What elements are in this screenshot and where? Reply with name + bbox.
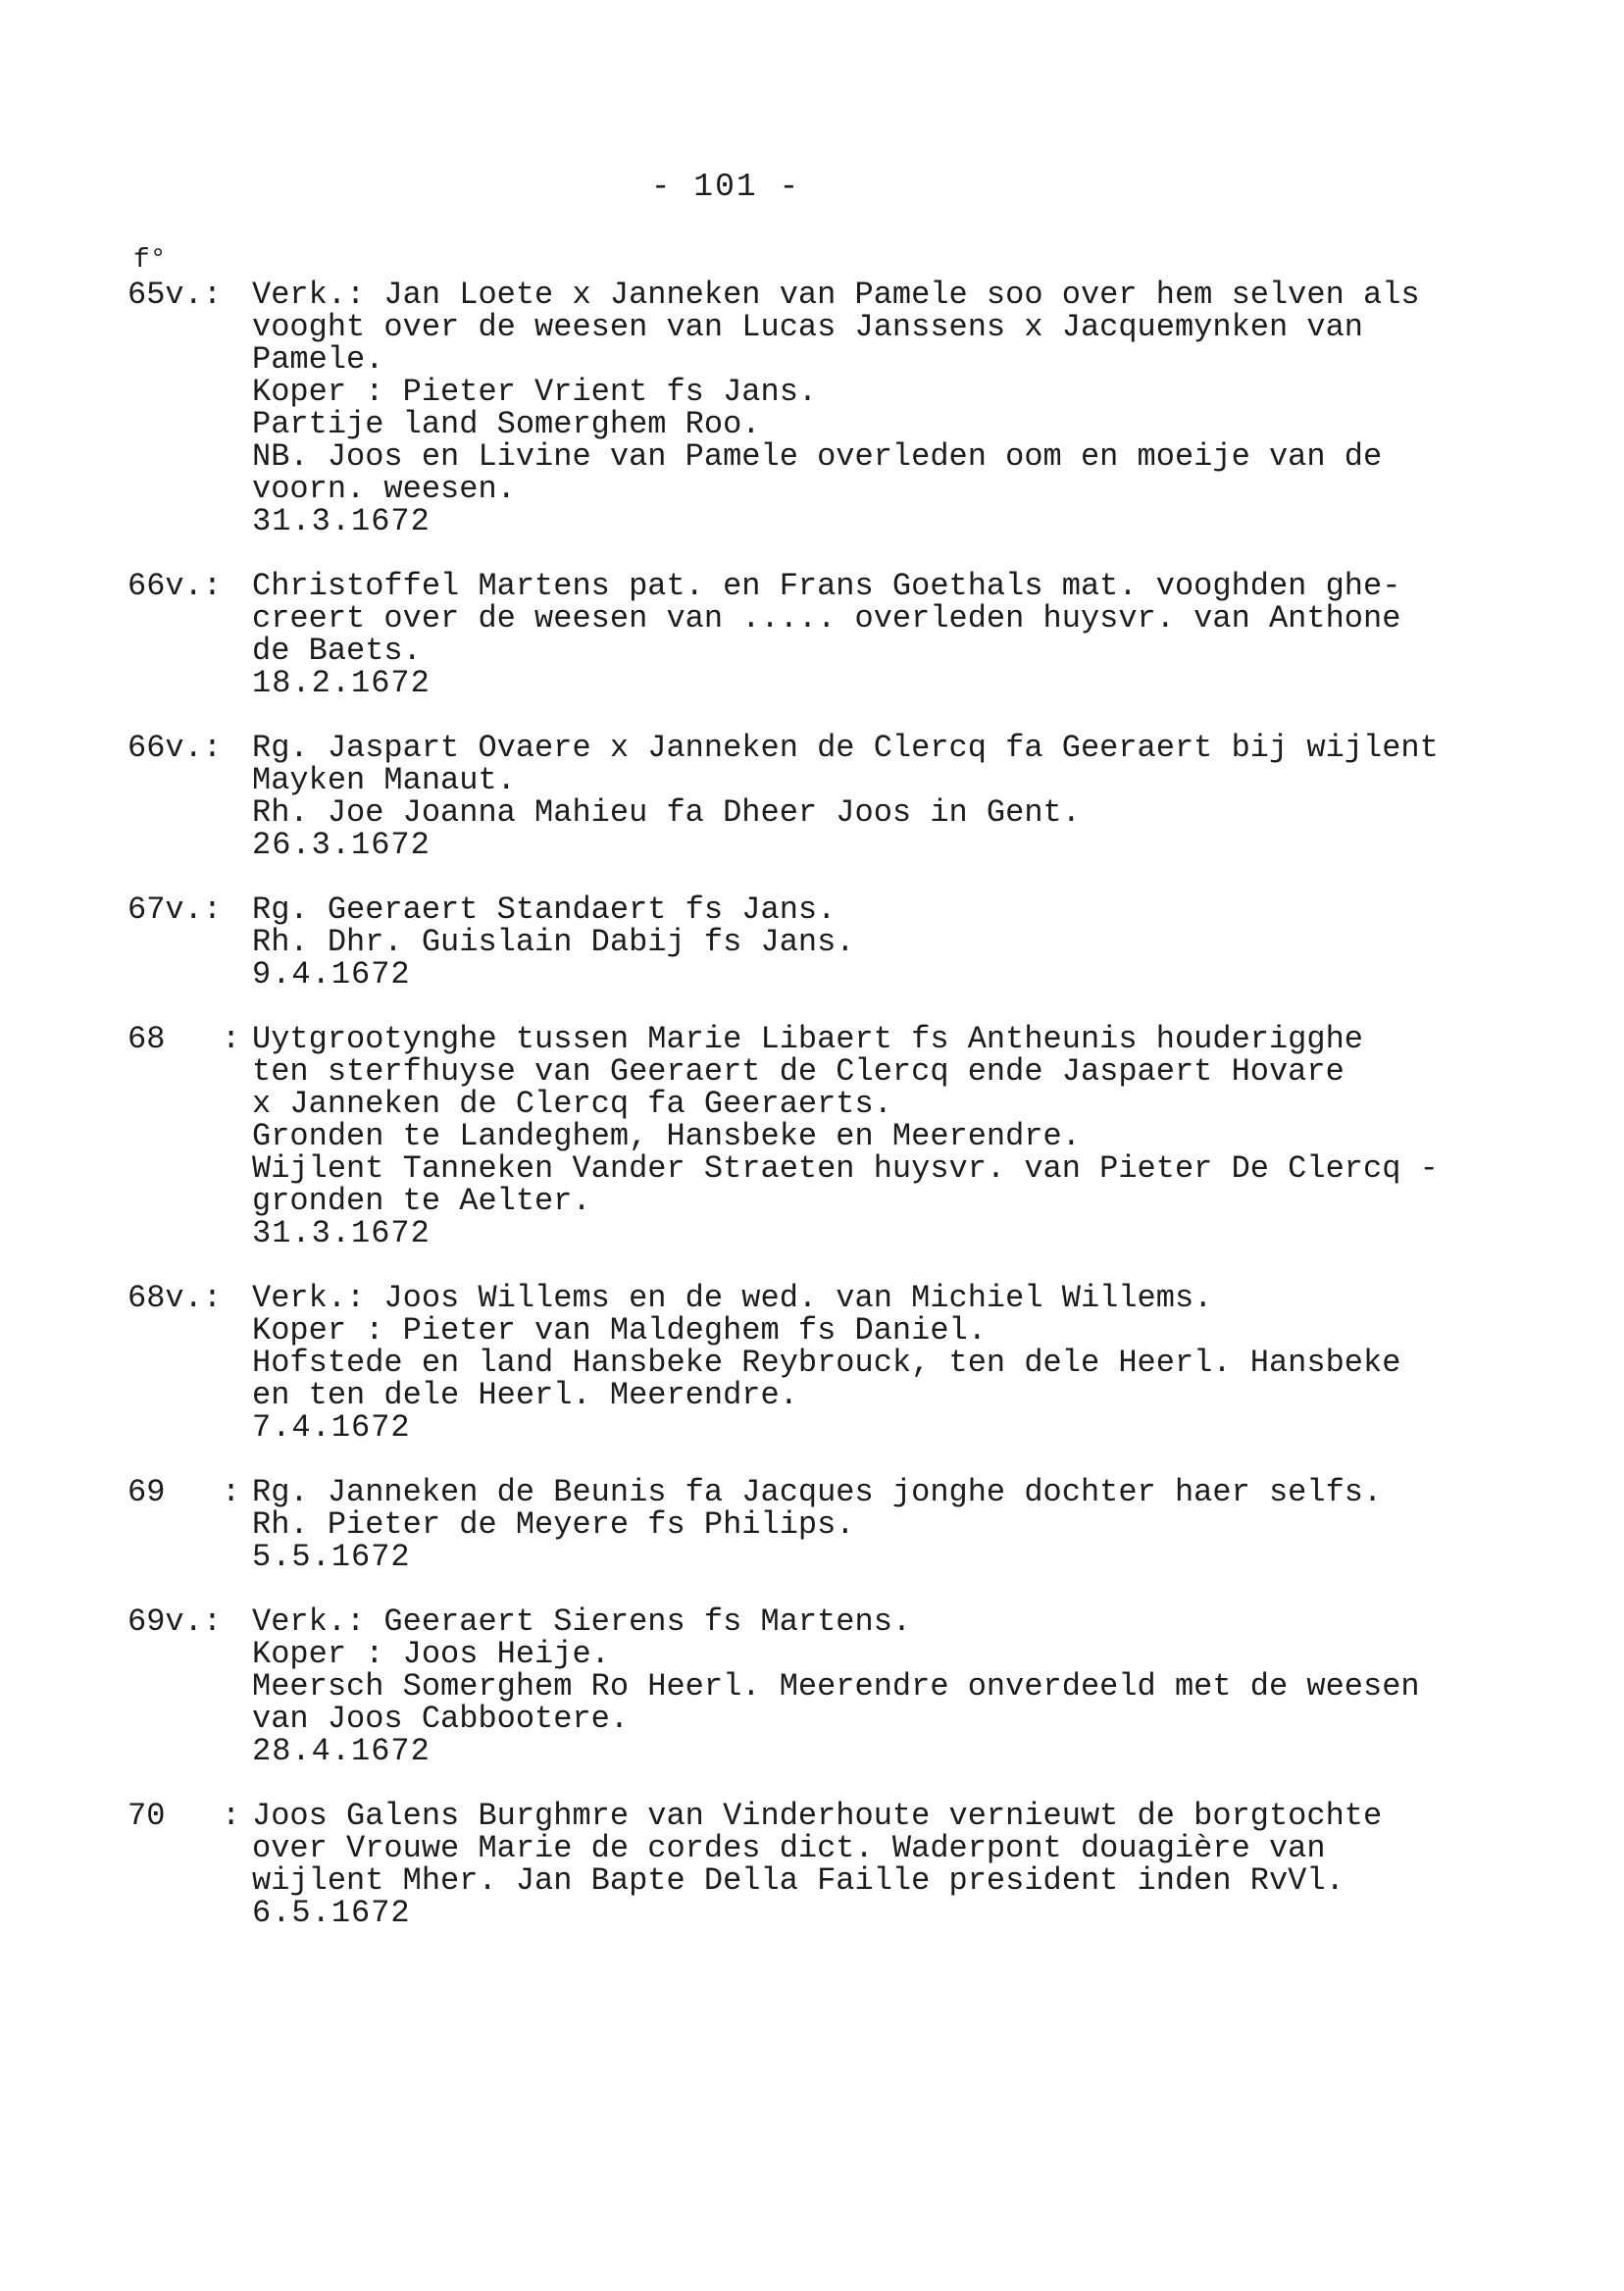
entry-line: Verk.: Geeraert Sierens fs Martens. [252, 1604, 912, 1640]
entries-list [127, 279, 1500, 1961]
entry-line: Rg. Janneken de Beunis fa Jacques jonghe dochter haer selfs. [252, 1474, 1383, 1510]
entry-line: Hofstede en land Hansbeke Reybrouck, ten dele Heerl. Hansbeke [252, 1345, 1401, 1381]
entry-line: Verk.: Jan Loete x Janneken van Pamele soo over hem selven als [252, 277, 1420, 313]
entry-text [252, 1605, 1500, 1767]
entry-67v [127, 893, 1500, 991]
entry-line: en ten dele Heerl. Meerendre. [252, 1377, 798, 1413]
entry-line: Mayken Manaut. [252, 762, 516, 798]
entry-text [252, 1800, 1500, 1929]
page-number: - 101 - [650, 169, 801, 205]
entry-line: Uytgrootynghe tussen Marie Libaert fs Antheunis houderigghe [252, 1021, 1363, 1057]
entry-ref: 65v.: [127, 277, 223, 313]
entry-70 [127, 1800, 1500, 1929]
entry-line: x Janneken de Clercq fa Geeraerts. [252, 1086, 892, 1122]
entry-line: Partije land Somerghem Roo. [252, 406, 761, 442]
entry-66v-a [127, 570, 1500, 699]
entry-line: over Vrouwe Marie de cordes dict. Waderpont douagière van [252, 1830, 1326, 1866]
entry-date: 6.5.1672 [252, 1895, 411, 1931]
entry-line: Verk.: Joos Willems en de wed. van Michiel Willems. [252, 1280, 1213, 1316]
entry-line: Rg. Jaspart Ovaere x Janneken de Clercq fa Geeraert bij wijlent [252, 730, 1439, 766]
entry-text [252, 279, 1500, 537]
entry-line: Koper : Joos Heije. [252, 1636, 610, 1672]
entry-line: Christoffel Martens pat. en Frans Goethals mat. vooghden ghe- [252, 568, 1401, 604]
entry-line: NB. Joos en Livine van Pamele overleden oom en moeije van de [252, 438, 1383, 475]
entry-ref: 69 : [127, 1474, 241, 1510]
entry-date: 28.4.1672 [252, 1733, 431, 1769]
entry-text [252, 1476, 1500, 1573]
entry-date: 7.4.1672 [252, 1409, 411, 1446]
entry-date: 5.5.1672 [252, 1539, 411, 1575]
entry-line: de Baets. [252, 633, 422, 669]
entry-line: Koper : Pieter van Maldeghem fs Daniel. [252, 1312, 987, 1349]
entry-ref: 66v.: [127, 730, 223, 766]
entry-line: Koper : Pieter Vrient fs Jans. [252, 374, 818, 410]
entry-68v [127, 1282, 1500, 1444]
entry-69 [127, 1476, 1500, 1573]
entry-line: Rh. Dhr. Guislain Dabij fs Jans. [252, 924, 855, 960]
entry-line: creert over de weesen van ..... overleden huysvr. van Anthone [252, 600, 1401, 636]
entry-text [252, 732, 1500, 861]
entry-65v [127, 279, 1500, 537]
entry-line: wijlent Mher. Jan Bapte Della Faille president inden RvVl. [252, 1862, 1345, 1899]
entry-line: ten sterfhuyse van Geeraert de Clercq ende Jaspaert Hovare [252, 1053, 1345, 1090]
entry-text [252, 1023, 1500, 1249]
entry-ref: 66v.: [127, 568, 223, 604]
entry-66v-b [127, 732, 1500, 861]
entry-69v [127, 1605, 1500, 1767]
entry-date: 26.3.1672 [252, 827, 431, 863]
entry-date: 31.3.1672 [252, 503, 431, 539]
entry-line: Rh. Pieter de Meyere fs Philips. [252, 1506, 855, 1543]
entry-text [252, 893, 1500, 991]
entry-date: 9.4.1672 [252, 956, 411, 993]
entry-line: Joos Galens Burghmre van Vinderhoute vernieuwt de borgtochte [252, 1798, 1383, 1834]
entry-date: 18.2.1672 [252, 665, 431, 701]
entry-line: Rg. Geeraert Standaert fs Jans. [252, 891, 837, 928]
entry-ref: 68v.: [127, 1280, 223, 1316]
folio-marker: f° [133, 245, 167, 276]
entry-line: vooght over de weesen van Lucas Janssens x Jacquemynken van [252, 309, 1363, 345]
entry-ref: 68 : [127, 1021, 241, 1057]
entry-ref: 67v.: [127, 891, 223, 928]
entry-line: Gronden te Landeghem, Hansbeke en Meerendre. [252, 1118, 1081, 1154]
entry-date: 31.3.1672 [252, 1215, 431, 1251]
entry-line: Pamele. [252, 341, 384, 378]
entry-ref: 70 : [127, 1798, 241, 1834]
entry-text [252, 1282, 1500, 1444]
entry-line: Wijlent Tanneken Vander Straeten huysvr. van Pieter De Clercq - [252, 1150, 1439, 1187]
entry-line: Rh. Joe Joanna Mahieu fa Dheer Joos in Gent. [252, 794, 1081, 831]
entry-68 [127, 1023, 1500, 1249]
entry-line: Meersch Somerghem Ro Heerl. Meerendre onverdeeld met de weesen [252, 1668, 1420, 1705]
entry-text [252, 570, 1500, 699]
entry-ref: 69v.: [127, 1604, 223, 1640]
entry-line: van Joos Cabbootere. [252, 1701, 630, 1737]
entry-line: gronden te Aelter. [252, 1183, 591, 1219]
entry-line: voorn. weesen. [252, 471, 516, 507]
